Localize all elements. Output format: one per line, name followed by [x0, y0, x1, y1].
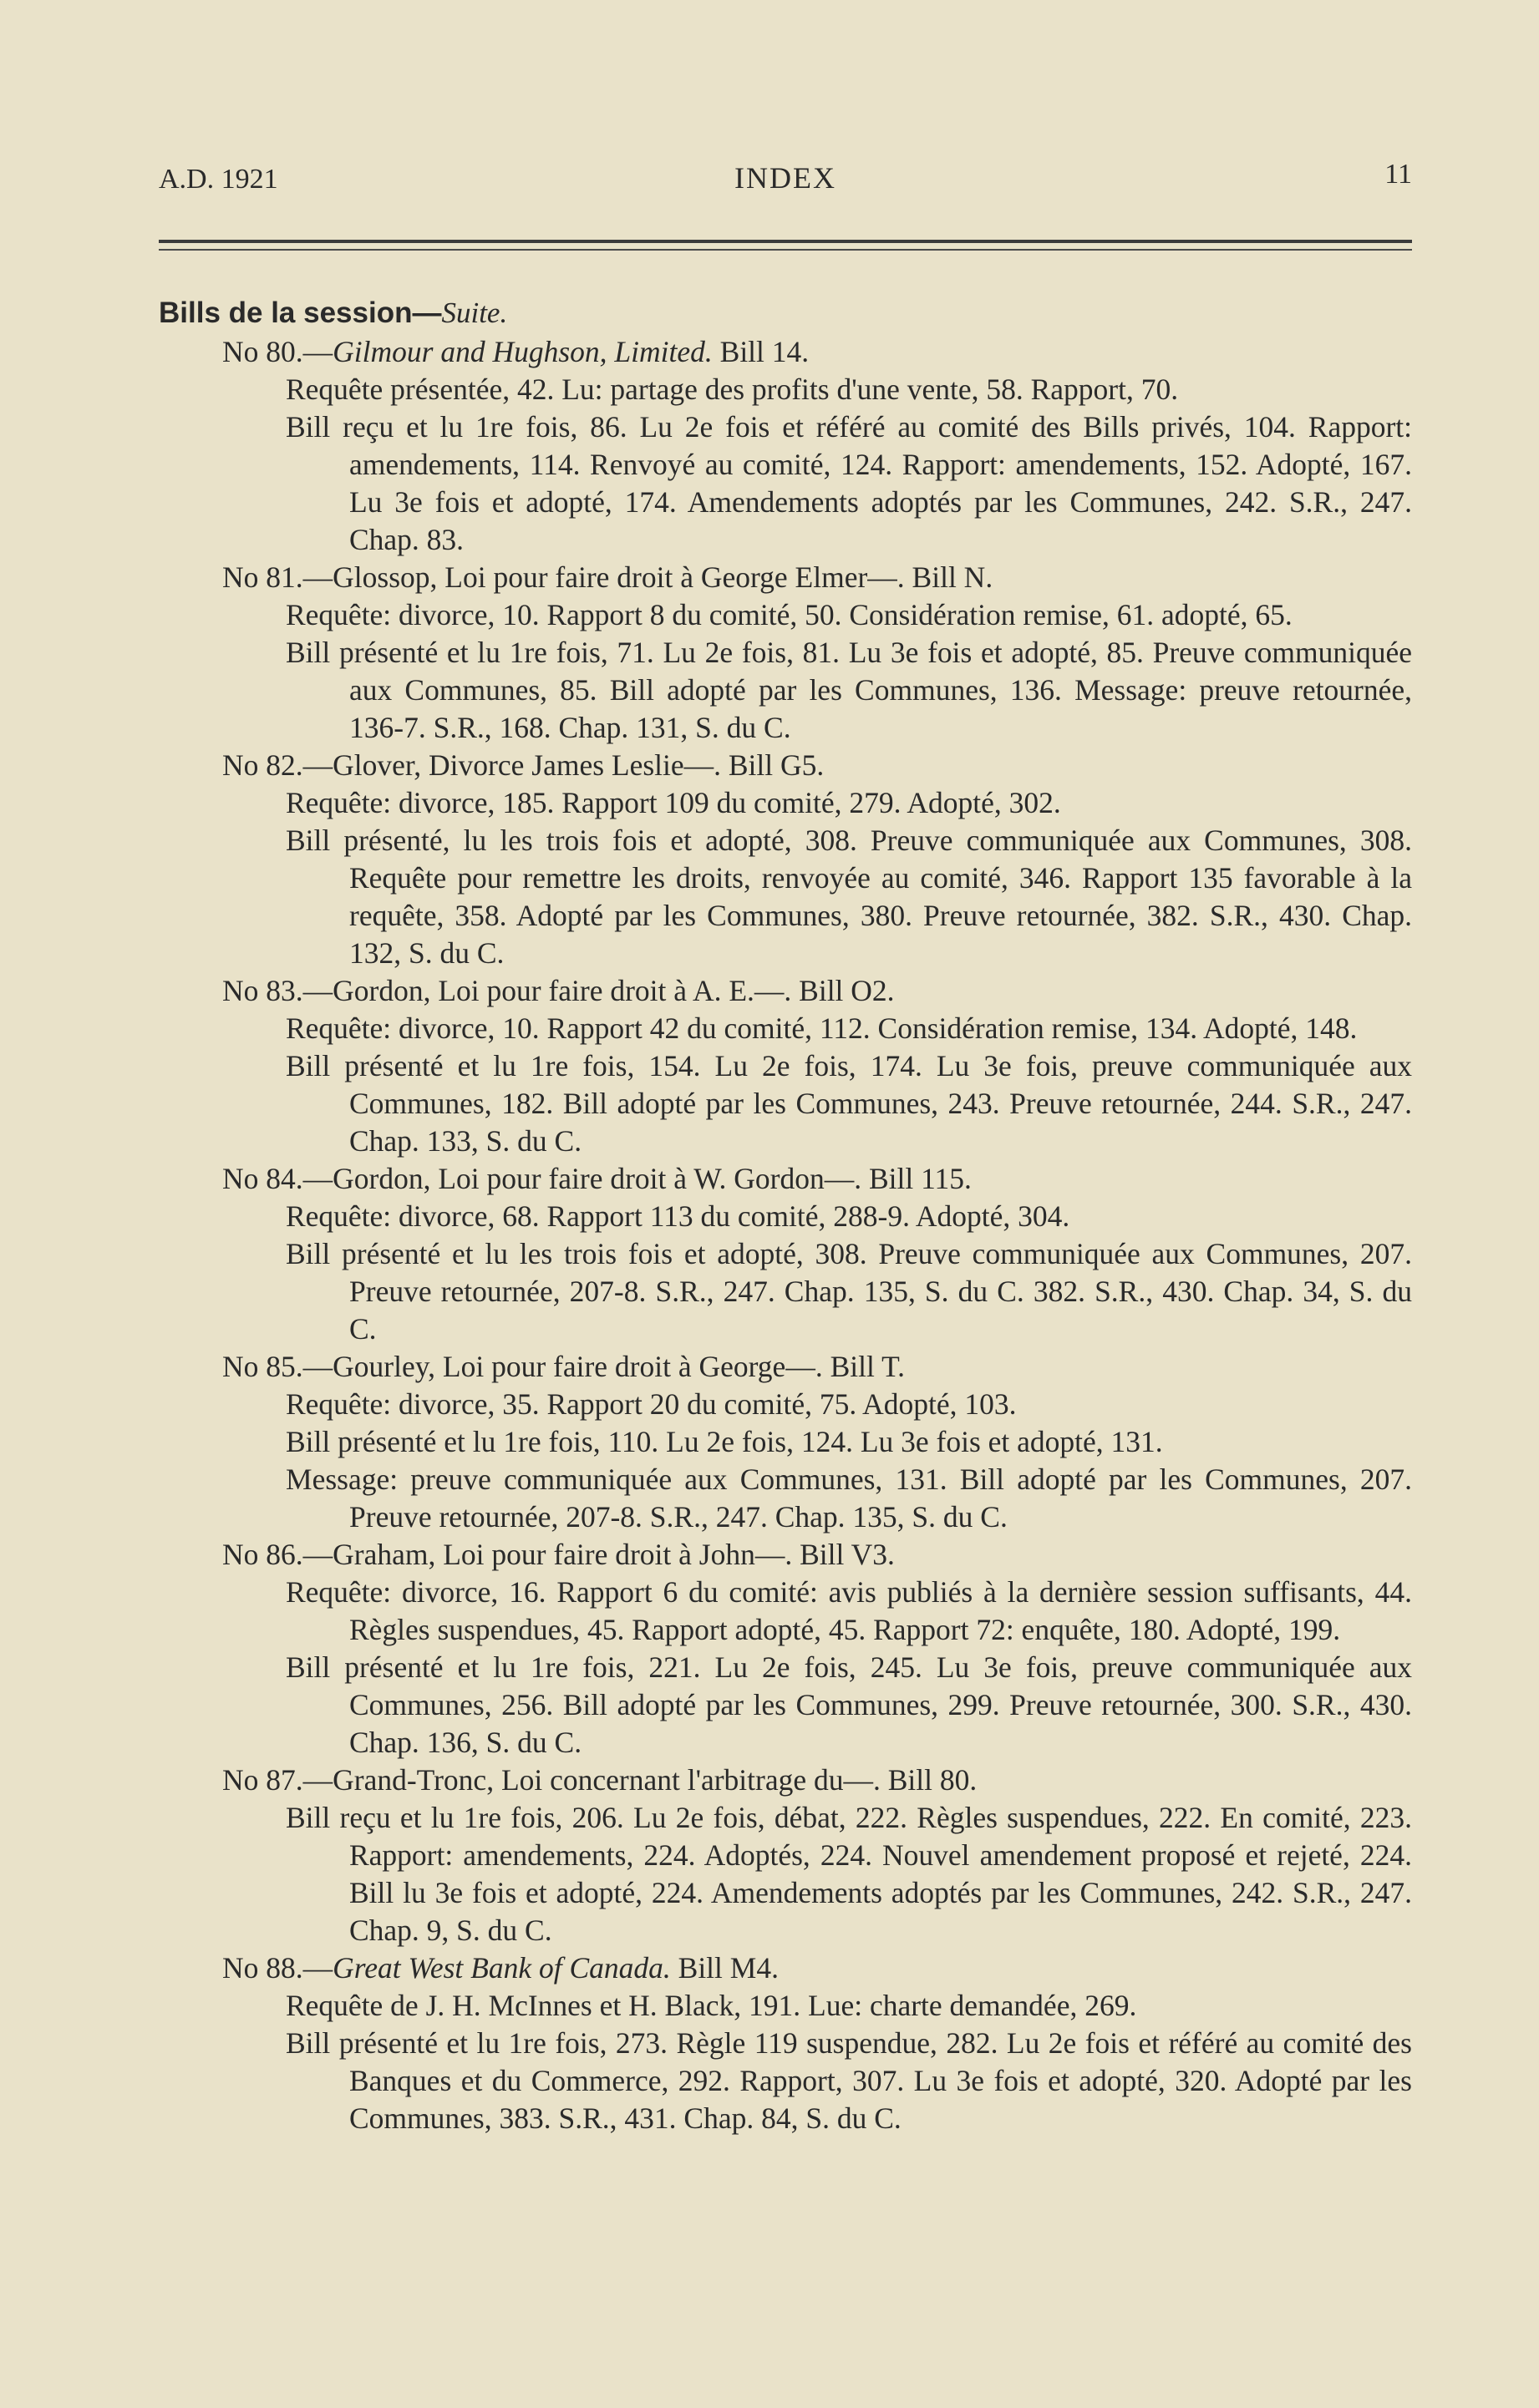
entry-number: No 80.— — [222, 335, 333, 368]
index-content — [159, 294, 1412, 2137]
index-entry — [159, 1160, 1412, 1348]
index-entry — [159, 1762, 1412, 1949]
section-heading — [159, 294, 1412, 332]
entry-title — [159, 333, 1412, 371]
entry-detail-paragraph: Message: preuve communiquée aux Communes, 131. Bill adopté par les Communes, 207. Preuve retournée, 207-8. S.R., 247. Chap. 135, S. du C. — [286, 1463, 1412, 1534]
entry-details — [159, 596, 1412, 747]
page-header — [159, 159, 1412, 214]
entry-title — [159, 1949, 1412, 1987]
entry-detail-paragraph: Bill présenté et lu 1re fois, 221. Lu 2e fois, 245. Lu 3e fois, preuve communiquée aux Communes, 256. Bill adopté par les Communes, 299. Preuve retournée, 300. S.R., 430. Chap. 136, S. du C. — [286, 1650, 1412, 1759]
entry-title-text: Grand-Tronc, Loi concernant l'arbitrage du—. Bill 80. — [333, 1763, 978, 1797]
entry-number: No 85.— — [222, 1350, 333, 1383]
entry-title — [159, 559, 1412, 596]
entry-title-text: Gourley, Loi pour faire droit à George—. Bill T. — [333, 1350, 905, 1383]
entry-detail-paragraph: Bill présenté et lu 1re fois, 273. Règle 119 suspendue, 282. Lu 2e fois et référé au comité des Banques et du Commerce, 292. Rapport, 307. Lu 3e fois et adopté, 320. Adopté par les Communes, 383. S.R., 431. Chap. 84, S. du C. — [286, 2026, 1412, 2135]
entry-detail-paragraph: Bill présenté et lu les trois fois et adopté, 308. Preuve communiquée aux Communes, 207. Preuve retournée, 207-8. S.R., 247. Chap. 135, S. du C. 382. S.R., 430. Chap. 34, S. du C. — [286, 1237, 1412, 1346]
entry-number: No 81.— — [222, 560, 333, 594]
entry-detail-paragraph: Requête présentée, 42. Lu: partage des profits d'une vente, 58. Rapport, 70. — [286, 373, 1179, 406]
entry-detail-paragraph: Requête de J. H. McInnes et H. Black, 191. Lue: charte demandée, 269. — [286, 1989, 1137, 2022]
entry-title — [159, 1348, 1412, 1386]
entry-detail-paragraph: Bill présenté et lu 1re fois, 71. Lu 2e fois, 81. Lu 3e fois et adopté, 85. Preuve communiquée aux Communes, 85. Bill adopté par les Communes, 136. Message: preuve retournée, 136-7. S.R., 168. Chap. 131, S. du C. — [286, 636, 1412, 744]
entry-title — [159, 1160, 1412, 1198]
entry-title — [159, 1536, 1412, 1574]
entry-number: No 88.— — [222, 1951, 333, 1985]
entry-detail-paragraph: Bill reçu et lu 1re fois, 206. Lu 2e fois, débat, 222. Règles suspendues, 222. En comité, 223. Rapport: amendements, 224. Adoptés, 224. Nouvel amendement proposé et rejeté, 224. Bill lu 3e fois et adopté, 224. Amendements adoptés par les Communes, 242. S.R., 247. Chap. 9, S. du C. — [286, 1801, 1412, 1947]
entry-number: No 82.— — [222, 748, 333, 782]
entry-detail-paragraph: Bill présenté, lu les trois fois et adopté, 308. Preuve communiquée aux Communes, 308. Requête pour remettre les droits, renvoyée au comité, 346. Rapport 135 favorable à la requête, 358. Adopté par les Communes, 380. Preuve retournée, 382. S.R., 430. Chap. 132, S. du C. — [286, 824, 1412, 970]
entry-detail-paragraph: Bill présenté et lu 1re fois, 154. Lu 2e fois, 174. Lu 3e fois, preuve communiquée aux Communes, 182. Bill adopté par les Communes, 243. Preuve retournée, 244. S.R., 247. Chap. 133, S. du C. — [286, 1049, 1412, 1158]
entry-title-italic: Great West Bank of Canada. — [333, 1951, 671, 1985]
entry-number: No 84.— — [222, 1162, 333, 1195]
page-number: 11 — [1384, 159, 1412, 190]
entry-title-text: Bill M4. — [670, 1951, 779, 1985]
entry-detail-paragraph: Bill présenté et lu 1re fois, 110. Lu 2e fois, 124. Lu 3e fois et adopté, 131. — [286, 1425, 1163, 1458]
entry-title-italic: Gilmour and Hughson, Limited. — [333, 335, 713, 368]
section-title: Bills de la session— — [159, 297, 442, 329]
header-year: A.D. 1921 — [159, 164, 278, 195]
header-rule-thin — [159, 249, 1412, 251]
header-rule-thick — [159, 240, 1412, 243]
entry-number: No 86.— — [222, 1538, 333, 1571]
entry-number: No 83.— — [222, 974, 333, 1007]
entry-details — [159, 371, 1412, 559]
entry-details — [159, 1198, 1412, 1348]
entry-title — [159, 972, 1412, 1010]
entry-title-text: Graham, Loi pour faire droit à John—. Bill V3. — [333, 1538, 895, 1571]
index-entry — [159, 559, 1412, 747]
entry-detail-paragraph: Requête: divorce, 68. Rapport 113 du comité, 288-9. Adopté, 304. — [286, 1199, 1070, 1233]
entry-details — [159, 1987, 1412, 2137]
entry-title-text: Gordon, Loi pour faire droit à A. E.—. Bill O2. — [333, 974, 895, 1007]
entry-detail-paragraph: Requête: divorce, 35. Rapport 20 du comité, 75. Adopté, 103. — [286, 1387, 1017, 1421]
entry-detail-paragraph: Requête: divorce, 10. Rapport 42 du comité, 112. Considération remise, 134. Adopté, 148. — [286, 1011, 1358, 1045]
entry-title-text: Glossop, Loi pour faire droit à George Elmer—. Bill N. — [333, 560, 993, 594]
header-title: INDEX — [734, 161, 836, 195]
entry-details — [159, 1799, 1412, 1949]
entry-detail-paragraph: Requête: divorce, 10. Rapport 8 du comité, 50. Considération remise, 61. adopté, 65. — [286, 598, 1293, 631]
entry-title — [159, 1762, 1412, 1799]
entry-title-text: Gordon, Loi pour faire droit à W. Gordon—. Bill 115. — [333, 1162, 972, 1195]
index-entry — [159, 972, 1412, 1160]
entry-title-text: Glover, Divorce James Leslie—. Bill G5. — [333, 748, 825, 782]
entry-detail-paragraph: Requête: divorce, 16. Rapport 6 du comité: avis publiés à la dernière session suffisants, 44. Règles suspendues, 45. Rapport adopté, 45. Rapport 72: enquête, 180. Adopté, 199. — [286, 1575, 1412, 1646]
entry-details — [159, 1010, 1412, 1160]
entry-details — [159, 1574, 1412, 1762]
index-entry — [159, 333, 1412, 559]
index-entry — [159, 1536, 1412, 1762]
section-suffix: Suite. — [441, 297, 508, 329]
entries-list — [159, 333, 1412, 2137]
index-entry — [159, 1949, 1412, 2137]
entry-title-text: Bill 14. — [712, 335, 810, 368]
entry-details — [159, 1386, 1412, 1536]
index-entry — [159, 747, 1412, 972]
entry-details — [159, 784, 1412, 972]
entry-detail-paragraph: Requête: divorce, 185. Rapport 109 du comité, 279. Adopté, 302. — [286, 786, 1061, 819]
index-entry — [159, 1348, 1412, 1536]
entry-number: No 87.— — [222, 1763, 333, 1797]
entry-detail-paragraph: Bill reçu et lu 1re fois, 86. Lu 2e fois et référé au comité des Bills privés, 104. Rapport: amendements, 114. Renvoyé au comité, 124. Rapport: amendements, 152. Adopté, 167. Lu 3e fois et adopté, 174. Amendements adoptés par les Communes, 242. S.R., 247. Chap. 83. — [286, 410, 1412, 556]
entry-title — [159, 747, 1412, 784]
